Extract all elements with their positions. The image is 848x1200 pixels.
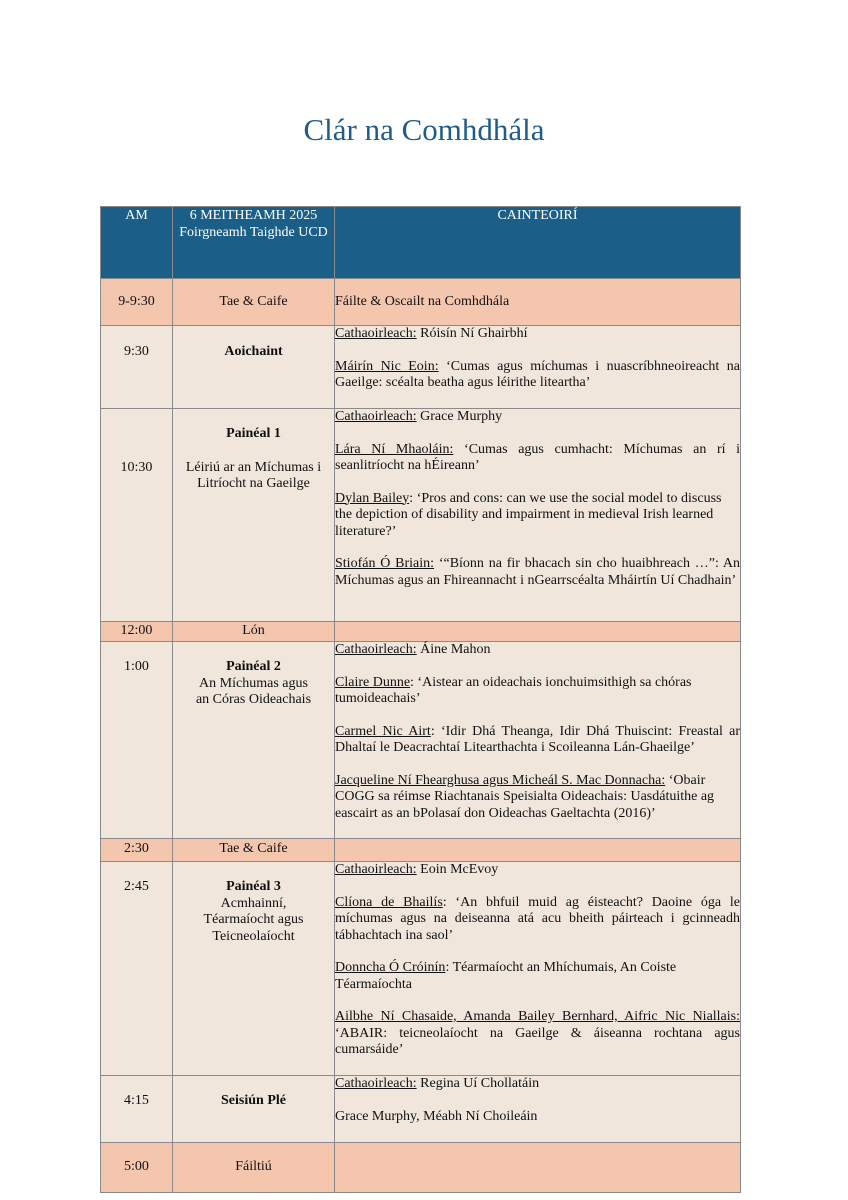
chair-name: Eoin McEvoy (416, 862, 499, 877)
talk-title: : ‘Pros and cons: can we use the social model to discuss the depiction of disability and impairment in medieval Irish learned literature?’ (335, 490, 722, 539)
speaker-name: Stiofán Ó Briain: (335, 556, 435, 571)
table-row (101, 409, 741, 622)
programme-table (100, 206, 741, 1193)
speaker-name: Donncha Ó Cróinín (335, 960, 446, 975)
panel-title: Painéal 3 (226, 879, 281, 894)
talk (335, 724, 740, 757)
chair-label: Cathaoirleach: (335, 862, 417, 877)
talk (335, 675, 740, 708)
row-speakers: Fáilte & Oscailt na Comhdhála (335, 279, 741, 326)
talk (335, 773, 740, 823)
row-speakers (335, 862, 741, 1076)
talk-title: : ‘Idir Dhá Theanga, Idir Dhá Thuiscint: Freastal ar Dhaltaí le Deacrachtaí Litearthachta i Scoileanna Lán-Ghaeilge’ (335, 723, 741, 755)
chair-line (335, 642, 740, 659)
header-speakers: CAINTEOIRÍ (335, 207, 741, 279)
row-event: Seisiún Plé (173, 1076, 335, 1143)
talk (335, 1009, 740, 1059)
table-row (101, 839, 741, 862)
row-event (173, 642, 335, 839)
panel-subtitle: Acmhainní, Téarmaíocht agus Teicneolaíocht (203, 895, 304, 944)
row-event: Tae & Caife (173, 279, 335, 326)
talk-title: ‘ABAIR: teicneolaíocht na Gaeilge & áiseanna rochtana agus cumarsáide’ (335, 1025, 740, 1057)
row-speakers (335, 409, 741, 622)
row-event (173, 862, 335, 1076)
header-date-line1: 6 MEITHEAMH 2025 (189, 208, 318, 223)
header-date (173, 207, 335, 279)
chair-name: Róisín Ní Ghairbhí (416, 326, 528, 341)
table-row (101, 279, 741, 326)
row-event: Tae & Caife (173, 839, 335, 862)
panel-title: Painéal 1 (226, 426, 281, 441)
row-speakers (335, 1076, 741, 1143)
row-time: 9:30 (101, 326, 173, 409)
row-time: 9-9:30 (101, 279, 173, 326)
talk (335, 960, 740, 993)
chair-label: Cathaoirleach: (335, 1076, 417, 1091)
row-event: Aoichaint (173, 326, 335, 409)
row-event: Lón (173, 622, 335, 642)
speaker-name: Dylan Bailey (335, 490, 410, 506)
talk-title: : ‘An bhfuil muid ag éisteacht? Daoine óga le míchumas agus na deiseanna atá acu bheith páirteach i gcinneadh tábhachtach ina saol’ (335, 894, 740, 943)
talk (335, 359, 740, 392)
table-row (101, 1076, 741, 1143)
row-event: Fáiltiú (173, 1143, 335, 1193)
chair-line (335, 1076, 740, 1093)
talk-title: ‘Cumas agus míchumas i nuascríbhneoireacht na Gaeilge: scéalta beatha agus léirithe liteartha’ (335, 358, 740, 390)
speaker-name: Máirín Nic Eoin: (335, 358, 439, 374)
speaker-name: Ailbhe Ní Chasaide, Amanda Bailey Bernhard, Aifric Nic Niallais: (335, 1009, 740, 1024)
chair-name: Áine Mahon (416, 642, 491, 657)
speaker-name: Claire Dunne (335, 674, 411, 690)
row-time: 12:00 (101, 622, 173, 642)
talk-title: ‘“Bíonn na fir bhacach sin cho huaibhreach …”: An Míchumas agus an Fhireannacht i nGearrscéalta Mháirtín Uí Chadhain’ (335, 556, 740, 588)
speaker-name: Lára Ní Mhaoláin: (335, 441, 454, 457)
panel-subtitle: Léiriú ar an Míchumas i Litríocht na Gaeilge (185, 459, 322, 491)
table-row (101, 1143, 741, 1193)
talk-title: : ‘Aistear an oideachais ionchuimsithigh sa chóras tumoideachais’ (335, 674, 692, 706)
talk (335, 442, 740, 475)
participants: Grace Murphy, Méabh Ní Choileáin (335, 1108, 538, 1124)
header-time: AM (101, 207, 173, 279)
row-time: 1:00 (101, 642, 173, 839)
row-speakers (335, 642, 741, 839)
chair-name: Regina Uí Chollatáin (416, 1076, 540, 1091)
row-speakers (335, 1143, 741, 1193)
row-speakers (335, 326, 741, 409)
chair-label: Cathaoirleach: (335, 642, 417, 657)
row-time: 4:15 (101, 1076, 173, 1143)
chair-line (335, 409, 740, 426)
row-speakers (335, 622, 741, 642)
header-date-line2: Foirgneamh Taighde UCD (179, 225, 328, 240)
speaker-name: Jacqueline Ní Fhearghusa agus Micheál S. Mac Donnacha: (335, 772, 666, 788)
table-row (101, 642, 741, 839)
talk-title: ‘Cumas agus cumhacht: Míchumas an rí i seanlitríocht na hÉireann’ (335, 441, 740, 473)
table-row (101, 862, 741, 1076)
row-event (173, 409, 335, 622)
row-speakers (335, 839, 741, 862)
row-time: 2:30 (101, 839, 173, 862)
chair-label: Cathaoirleach: (335, 326, 417, 341)
speaker-name: Carmel Nic Airt (335, 723, 431, 739)
talk (335, 556, 740, 589)
talk-title: : Téarmaíocht an Mhíchumais, An Coiste Téarmaíochta (335, 960, 677, 992)
table-row (101, 622, 741, 642)
talk-title: ‘Obair COGG sa réimse Riachtanais Speisialta Oideachais: Uasdátuithe ag eascairt as an bPolasaí don Oideachas Gaeltachta (2016)’ (335, 772, 715, 821)
speaker-name: Clíona de Bhailís (335, 894, 443, 910)
chair-label: Cathaoirleach: (335, 409, 417, 424)
row-time: 2:45 (101, 862, 173, 1076)
talk (335, 491, 740, 541)
table-row (101, 326, 741, 409)
panel-title: Painéal 2 (226, 659, 281, 674)
chair-name: Grace Murphy (416, 409, 503, 424)
row-time: 10:30 (101, 409, 173, 622)
chair-line (335, 326, 740, 343)
talk (335, 895, 740, 945)
panel-subtitle: An Míchumas agus an Córas Oideachais (195, 675, 312, 707)
chair-line (335, 862, 740, 879)
table-header-row (101, 207, 741, 279)
row-time: 5:00 (101, 1143, 173, 1193)
page-title: Clár na Comhdhála (303, 112, 545, 147)
